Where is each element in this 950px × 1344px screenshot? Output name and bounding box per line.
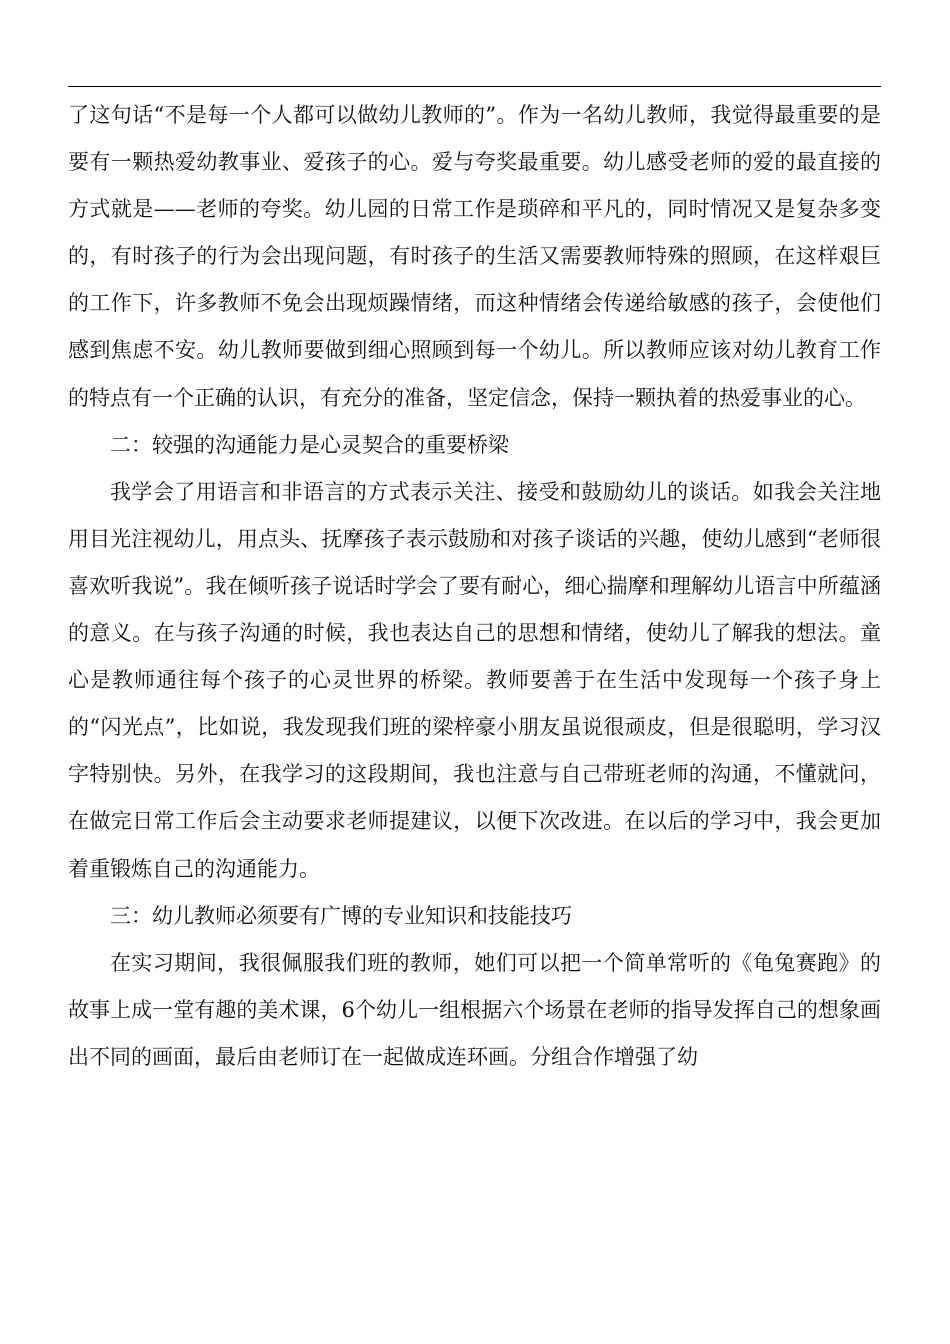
paragraph-knowledge: 在实习期间，我很佩服我们班的教师，她们可以把一个简单常听的《龟兔赛跑》的故事上成一堂有趣的美术课，6个幼儿一组根据六个场景在老师的指导发挥自己的想象画出不同的画面，最后由老师订在一起做成连环画。分组合作增强了幼 xyxy=(68,950,881,1069)
section-heading-knowledge: 三：幼儿教师必须要有广博的专业知识和技能技巧 xyxy=(110,903,572,928)
document-body xyxy=(68,92,881,1081)
paragraph-continued: 了这句话“不是每一个人都可以做幼儿教师的”。作为一名幼儿教师，我觉得最重要的是要有一颗热爱幼教事业、爱孩子的心。爱与夸奖最重要。幼儿感受老师的爱的最直接的方式就是——老师的夸奖。幼儿园的日常工作是琐碎和平凡的，同时情况又是复杂多变的，有时孩子的行为会出现问题，有时孩子的生活又需要教师特殊的照顾，在这样艰巨的工作下，许多教师不免会出现烦躁情绪，而这种情绪会传递给敏感的孩子，会使他们感到焦虑不安。幼儿教师要做到细心照顾到每一个幼儿。所以教师应该对幼儿教育工作的特点有一个正确的认识，有充分的准备，坚定信念，保持一颗执着的热爱事业的心。 xyxy=(68,103,881,410)
section-heading-communication: 二：较强的沟通能力是心灵契合的重要桥梁 xyxy=(110,432,509,457)
paragraph-communication: 我学会了用语言和非语言的方式表示关注、接受和鼓励幼儿的谈话。如我会关注地用目光注视幼儿，用点头、抚摩孩子表示鼓励和对孩子谈话的兴趣，使幼儿感到“老师很喜欢听我说”。我在倾听孩子说话时学会了要有耐心，细心揣摩和理解幼儿语言中所蕴涵的意义。在与孩子沟通的时候，我也表达自己的思想和情绪，使幼儿了解我的想法。童心是教师通往每个孩子的心灵世界的桥梁。教师要善于在生活中发现每一个孩子身上的“闪光点”，比如说，我发现我们班的梁梓豪小朋友虽说很顽皮，但是很聪明，学习汉字特别快。另外，在我学习的这段期间，我也注意与自己带班老师的沟通，不懂就问，在做完日常工作后会主动要求老师提建议，以便下次改进。在以后的学习中，我会更加着重锻炼自己的沟通能力。 xyxy=(68,479,881,881)
header-rule xyxy=(68,86,881,87)
